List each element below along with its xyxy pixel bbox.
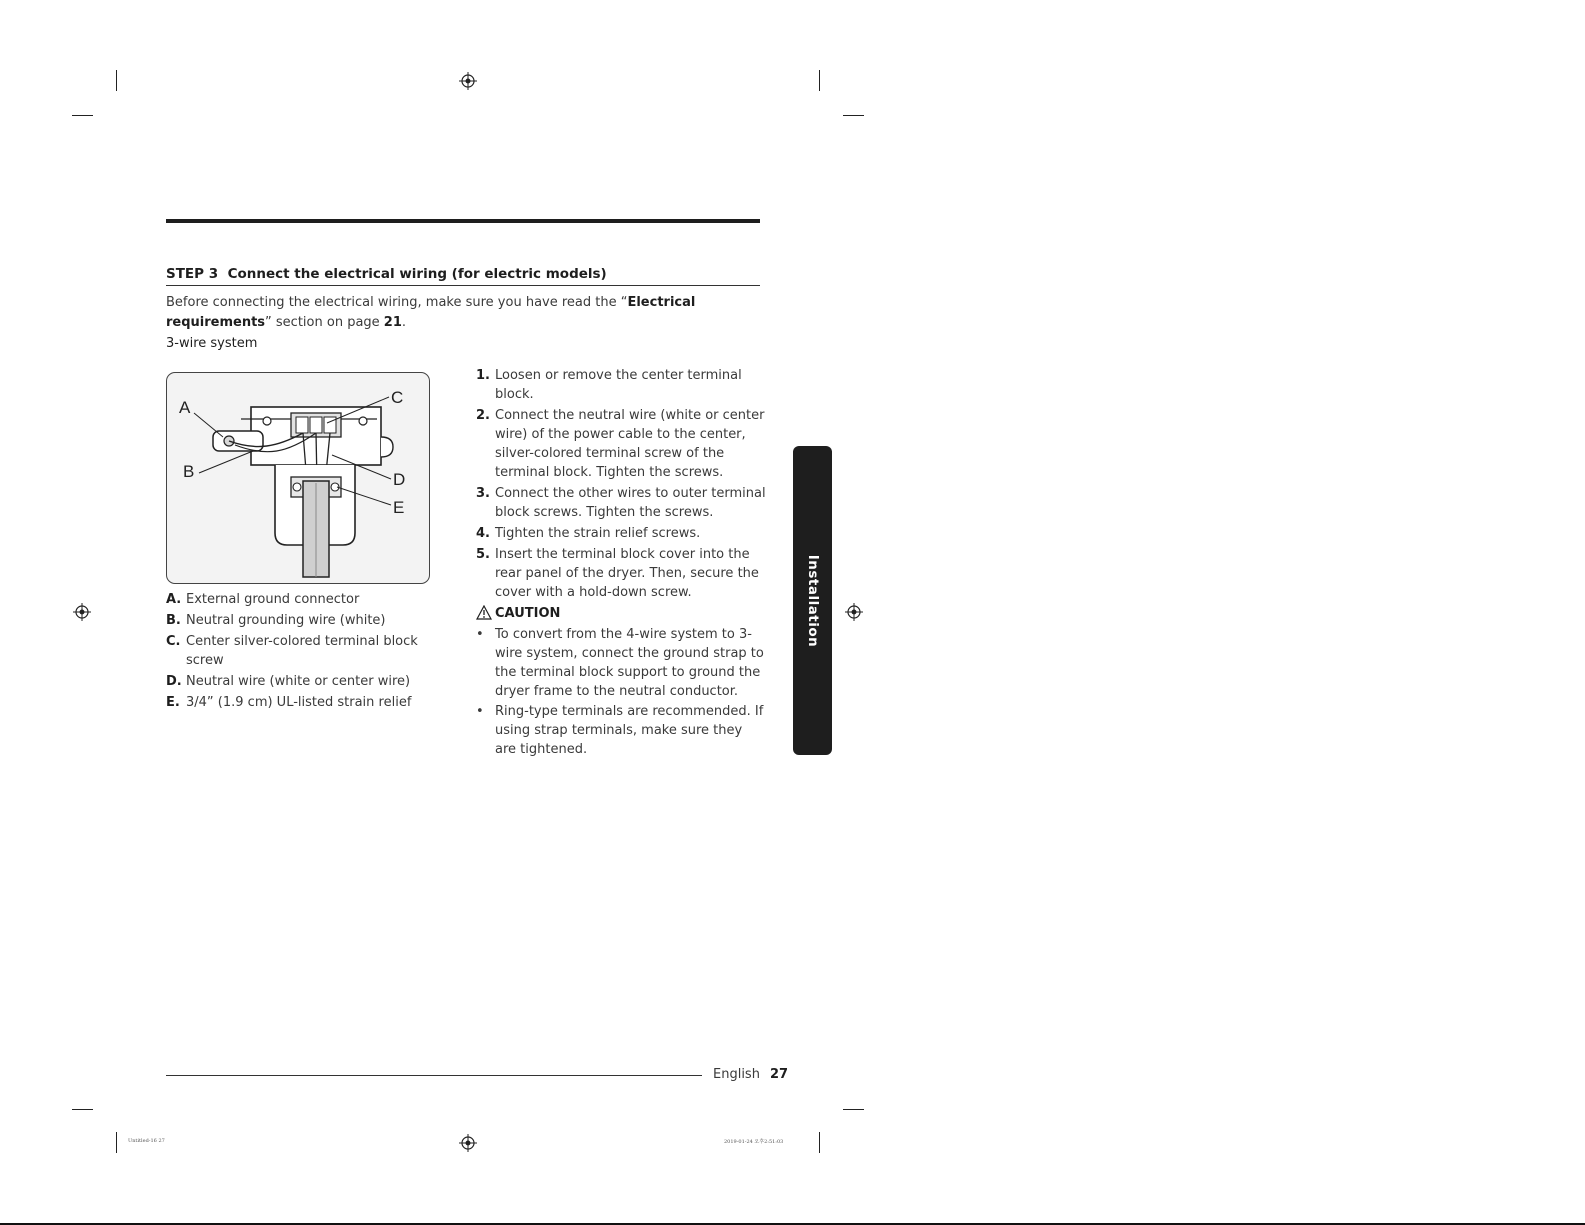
step-title: Connect the electrical wiring (for electric models) — [227, 266, 607, 282]
legend-key: B. — [166, 613, 181, 628]
bullet-dot: • — [476, 627, 484, 642]
step-heading — [166, 266, 760, 286]
footer-language: English — [713, 1067, 760, 1082]
crop-mark — [72, 1109, 93, 1110]
page-number: 27 — [770, 1067, 789, 1082]
intro-text: Before connecting the electrical wiring, make sure you have read the “ — [166, 295, 628, 310]
step-item — [476, 545, 766, 602]
intro-text: ” section on page — [265, 314, 384, 330]
subheading: 3-wire system — [166, 336, 258, 351]
legend-item — [166, 611, 456, 630]
legend-item — [166, 672, 456, 691]
crop-mark — [72, 115, 93, 116]
instruction-steps — [476, 366, 766, 760]
caution-label: CAUTION — [495, 606, 561, 621]
callout-label: B — [183, 462, 195, 481]
legend-item — [166, 632, 456, 670]
section-top-rule — [166, 219, 760, 223]
step-label: STEP 3 — [166, 266, 219, 282]
section-side-tab — [793, 446, 832, 755]
step-item — [476, 484, 766, 522]
crop-mark — [843, 1109, 864, 1110]
registration-mark-icon — [845, 603, 863, 621]
registration-mark-icon — [459, 72, 477, 90]
legend-text: 3/4” (1.9 cm) UL-listed strain relief — [186, 695, 412, 710]
legend-item — [166, 590, 456, 609]
step-number: 3. — [476, 486, 490, 501]
warning-triangle-icon — [476, 605, 492, 620]
terminal-block-illustration — [167, 373, 429, 583]
legend-key: A. — [166, 592, 182, 607]
caution-bullet — [476, 625, 766, 701]
intro-text: . — [401, 314, 407, 330]
intro-page-ref: 21 — [383, 314, 402, 330]
callout-label: C — [391, 388, 404, 407]
step-item — [476, 366, 766, 404]
callout-label: A — [179, 398, 191, 417]
step-number: 5. — [476, 547, 490, 562]
crop-mark — [843, 115, 864, 116]
caution-bullet — [476, 702, 766, 759]
crop-mark — [819, 70, 820, 91]
wiring-figure — [166, 372, 430, 584]
print-slug-left: Untitled-16 27 — [128, 1138, 165, 1144]
caution-heading — [476, 604, 766, 623]
step-text: Connect the other wires to outer terminal block screws. Tighten the screws. — [495, 486, 766, 520]
figure-legend — [166, 590, 456, 714]
step-text: Loosen or remove the center terminal block. — [495, 368, 742, 402]
callout-label: E — [393, 498, 405, 517]
legend-key: C. — [166, 634, 181, 649]
legend-text: Neutral grounding wire (white) — [186, 613, 386, 628]
legend-text: External ground connector — [186, 592, 360, 607]
step-text: Tighten the strain relief screws. — [495, 526, 701, 541]
legend-item — [166, 693, 456, 712]
intro-link-text: Electrical requirements — [166, 295, 696, 330]
intro-paragraph — [166, 293, 726, 332]
crop-mark — [819, 1132, 820, 1153]
step-number: 2. — [476, 408, 490, 423]
caution-text: To convert from the 4-wire system to 3-wire system, connect the ground strap to the terminal block support to ground the dryer frame to the neutral conductor. — [495, 627, 764, 699]
side-tab-label: Installation — [804, 554, 821, 647]
step-number: 4. — [476, 526, 490, 541]
step-text: Connect the neutral wire (white or center wire) of the power cable to the center, silver-colored terminal screw of the terminal block. Tighten the screws. — [495, 408, 765, 480]
callout-label: D — [393, 470, 406, 489]
print-slug-right: 2019-01-24 오후2:51:03 — [724, 1139, 784, 1145]
bullet-dot: • — [476, 704, 484, 719]
step-text: Insert the terminal block cover into the rear panel of the dryer. Then, secure the cover with a hold-down screw. — [495, 547, 759, 600]
footer-rule — [166, 1075, 702, 1076]
crop-mark — [116, 1132, 117, 1153]
legend-key: E. — [166, 695, 180, 710]
registration-mark-icon — [459, 1134, 477, 1152]
step-item — [476, 524, 766, 543]
legend-text: Center silver-colored terminal block screw — [186, 634, 418, 668]
legend-text: Neutral wire (white or center wire) — [186, 674, 411, 689]
step-item — [476, 406, 766, 482]
step-number: 1. — [476, 368, 490, 383]
crop-mark — [116, 70, 117, 91]
registration-mark-icon — [73, 603, 91, 621]
legend-key: D. — [166, 674, 182, 689]
caution-text: Ring-type terminals are recommended. If using strap terminals, make sure they are tightened. — [495, 704, 764, 757]
